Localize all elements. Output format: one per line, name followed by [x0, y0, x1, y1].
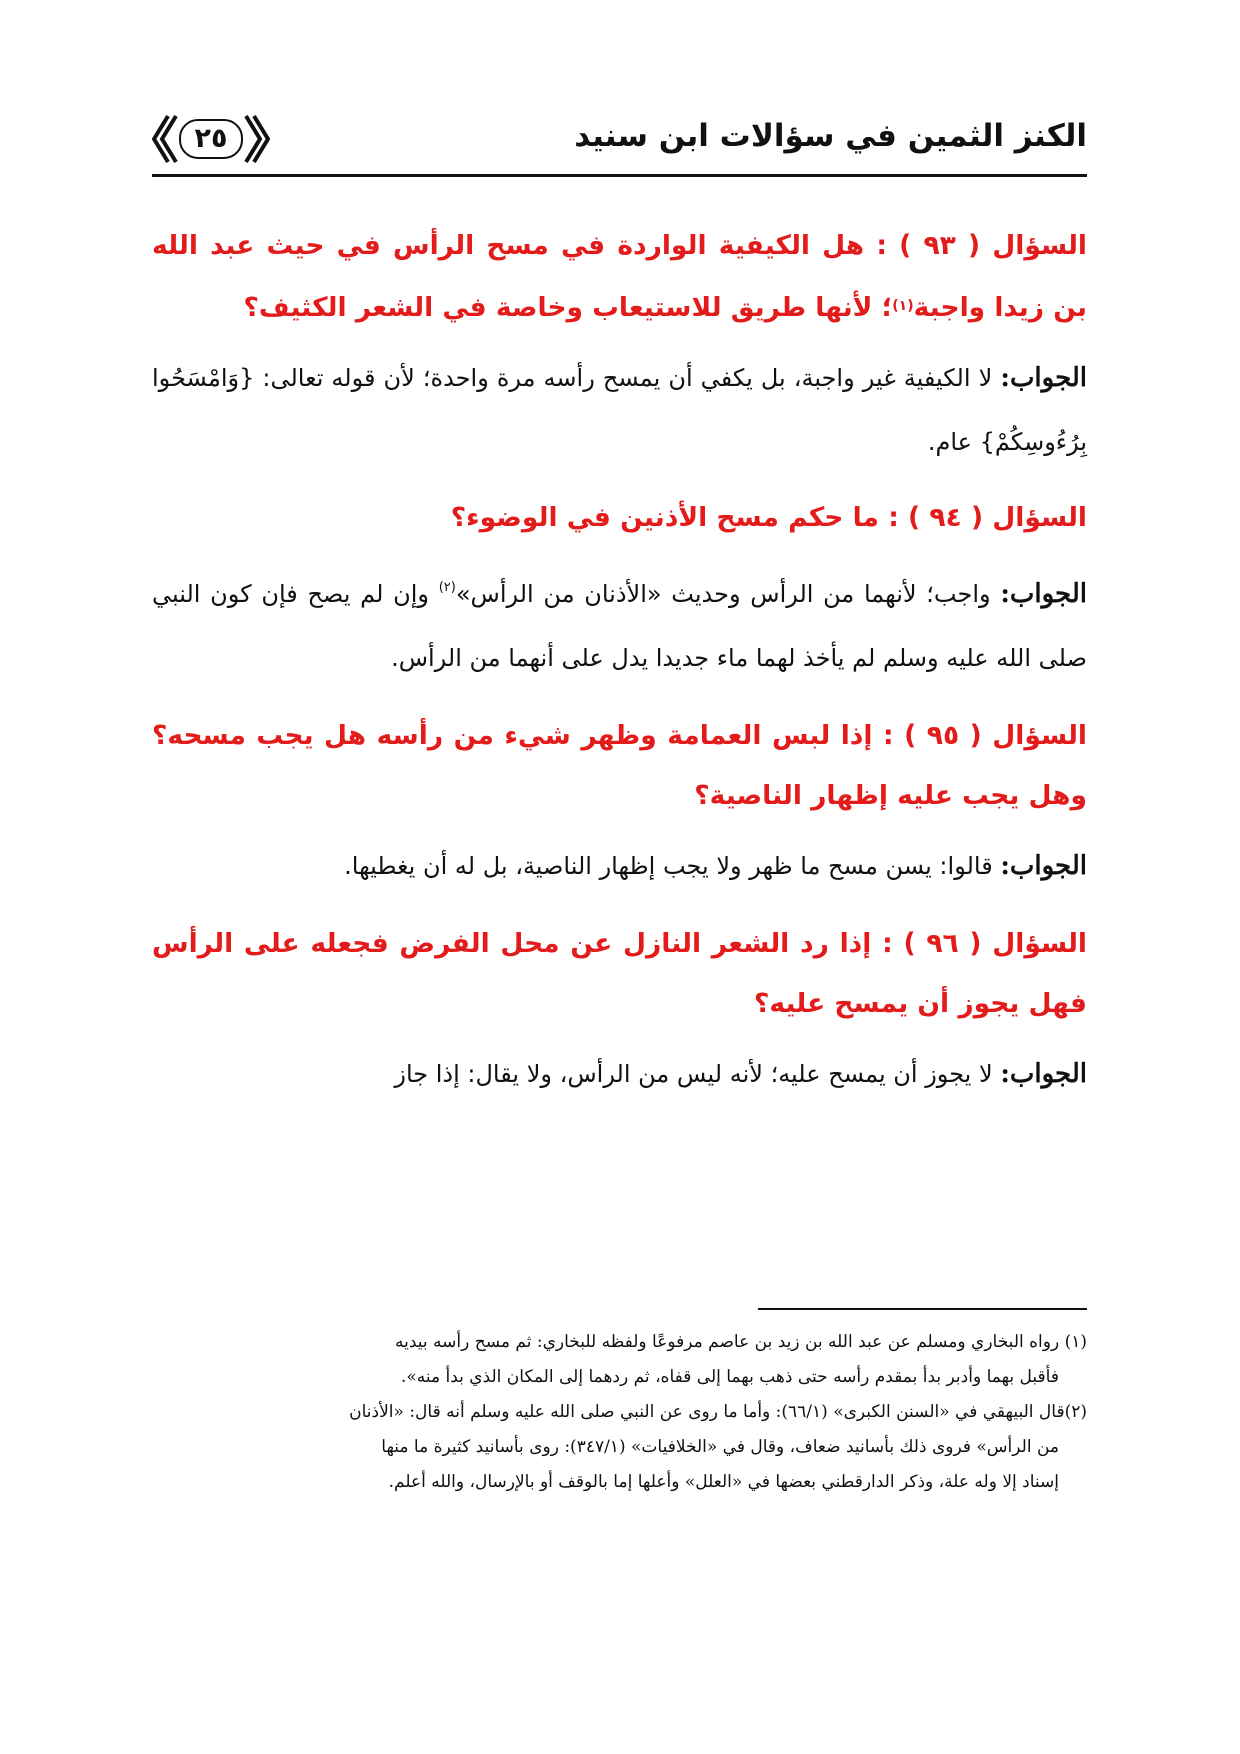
- footnote-2-line-2: من الرأس» فروى ذلك بأسانيد ضعاف، وقال في «الخلافيات» (٣٤٧/١): روى بأسانيد كثيرة ما منها: [381, 1437, 1059, 1457]
- question-text: ما حكم مسح الأذنين في الوضوء؟: [450, 502, 879, 533]
- answer-93: [152, 346, 1087, 474]
- answer-text: لا يجوز أن يمسح عليه؛ لأنه ليس من الرأس، ولا يقال: إذا جاز: [394, 1060, 993, 1088]
- footnote-ref-1: (١): [892, 298, 914, 314]
- page-number-badge: [152, 114, 270, 164]
- answer-label: الجواب:: [1000, 1059, 1087, 1089]
- footnote-1-line-1: (١) رواه البخاري ومسلم عن عبد الله بن زيد بن عاصم مرفوعًا ولفظه للبخاري: ثم مسح رأسه بيديه: [395, 1332, 1087, 1352]
- question-label: السؤال ( ٩٣ ) :: [876, 230, 1087, 261]
- answer-label: الجواب:: [1000, 851, 1087, 881]
- qa-item-94: [152, 488, 1087, 690]
- question-93: [152, 216, 1087, 338]
- question-label: السؤال ( ٩٦ ) :: [882, 928, 1087, 959]
- qa-item-93: [152, 216, 1087, 474]
- question-96: [152, 914, 1087, 1034]
- answer-text: لا الكيفية غير واجبة، بل يكفي أن يمسح رأسه مرة واحدة؛ لأن قوله تعالى: {وَامْسَحُوا بِرُءُوسِكُمْ} عام.: [152, 364, 1087, 456]
- answer-94: [152, 556, 1087, 690]
- footnotes: [152, 1325, 1087, 1500]
- question-text: إذا رد الشعر النازل عن محل الفرض فجعله على الرأس فهل يجوز أن يمسح عليه؟: [152, 928, 1087, 1019]
- answer-label: الجواب:: [1000, 579, 1087, 609]
- question-text: هل الكيفية الواردة في مسح الرأس في حيث عبد الله بن زيدا واجبة: [152, 230, 1087, 323]
- footnote-2-line-1: (٢)قال البيهقي في «السنن الكبرى» (٦٦/١): وأما ما روى عن النبي صلى الله عليه وسلم أنه قال: «الأذنان: [349, 1402, 1087, 1422]
- page-header: [152, 110, 1087, 176]
- answer-95: [152, 834, 1087, 898]
- answer-label: الجواب:: [1000, 363, 1088, 393]
- question-label: السؤال ( ٩٥ ) :: [883, 720, 1087, 751]
- answer-text-continued: وإن لم يصح فإن كون النبي صلى الله عليه وسلم لم يأخذ لهما ماء جديدا يدل على أنهما من الرأس.: [152, 580, 1087, 672]
- qa-item-96: [152, 914, 1087, 1106]
- book-title: الكنز الثمين في سؤالات ابن سنيد: [574, 118, 1087, 154]
- answer-96: [152, 1042, 1087, 1106]
- header-divider: [152, 174, 1087, 177]
- page-number: ٢٥: [194, 123, 228, 154]
- footnote-2-line-3: إسناد إلا وله علة، وذكر الدارقطني بعضها في «العلل» وأعلها إما بالوقف أو بالإرسال، والله أعلم.: [388, 1472, 1059, 1492]
- footnote-divider: [758, 1308, 1087, 1310]
- qa-item-95: [152, 706, 1087, 898]
- main-content: [152, 216, 1087, 1106]
- answer-text: قالوا: يسن مسح ما ظهر ولا يجب إظهار الناصية، بل له أن يغطيها.: [344, 852, 993, 880]
- question-text-continued: ؛ لأنها طريق للاستيعاب وخاصة في الشعر الكثيف؟: [243, 292, 893, 323]
- question-text: إذا لبس العمامة وظهر شيء من رأسه هل يجب مسحه؟ وهل يجب عليه إظهار الناصية؟: [152, 720, 1087, 811]
- footnote-ref-2: (٢): [438, 580, 456, 595]
- question-label: السؤال ( ٩٤ ) :: [888, 502, 1087, 533]
- question-95: [152, 706, 1087, 826]
- question-94: [152, 488, 1087, 548]
- answer-text: واجب؛ لأنهما من الرأس وحديث «الأذنان من الرأس»: [455, 580, 991, 608]
- footnote-1-line-2: فأقبل بهما وأدبر بدأ بمقدم رأسه حتى ذهب بهما إلى قفاه، ثم ردهما إلى المكان الذي بدأ منه».: [400, 1367, 1059, 1387]
